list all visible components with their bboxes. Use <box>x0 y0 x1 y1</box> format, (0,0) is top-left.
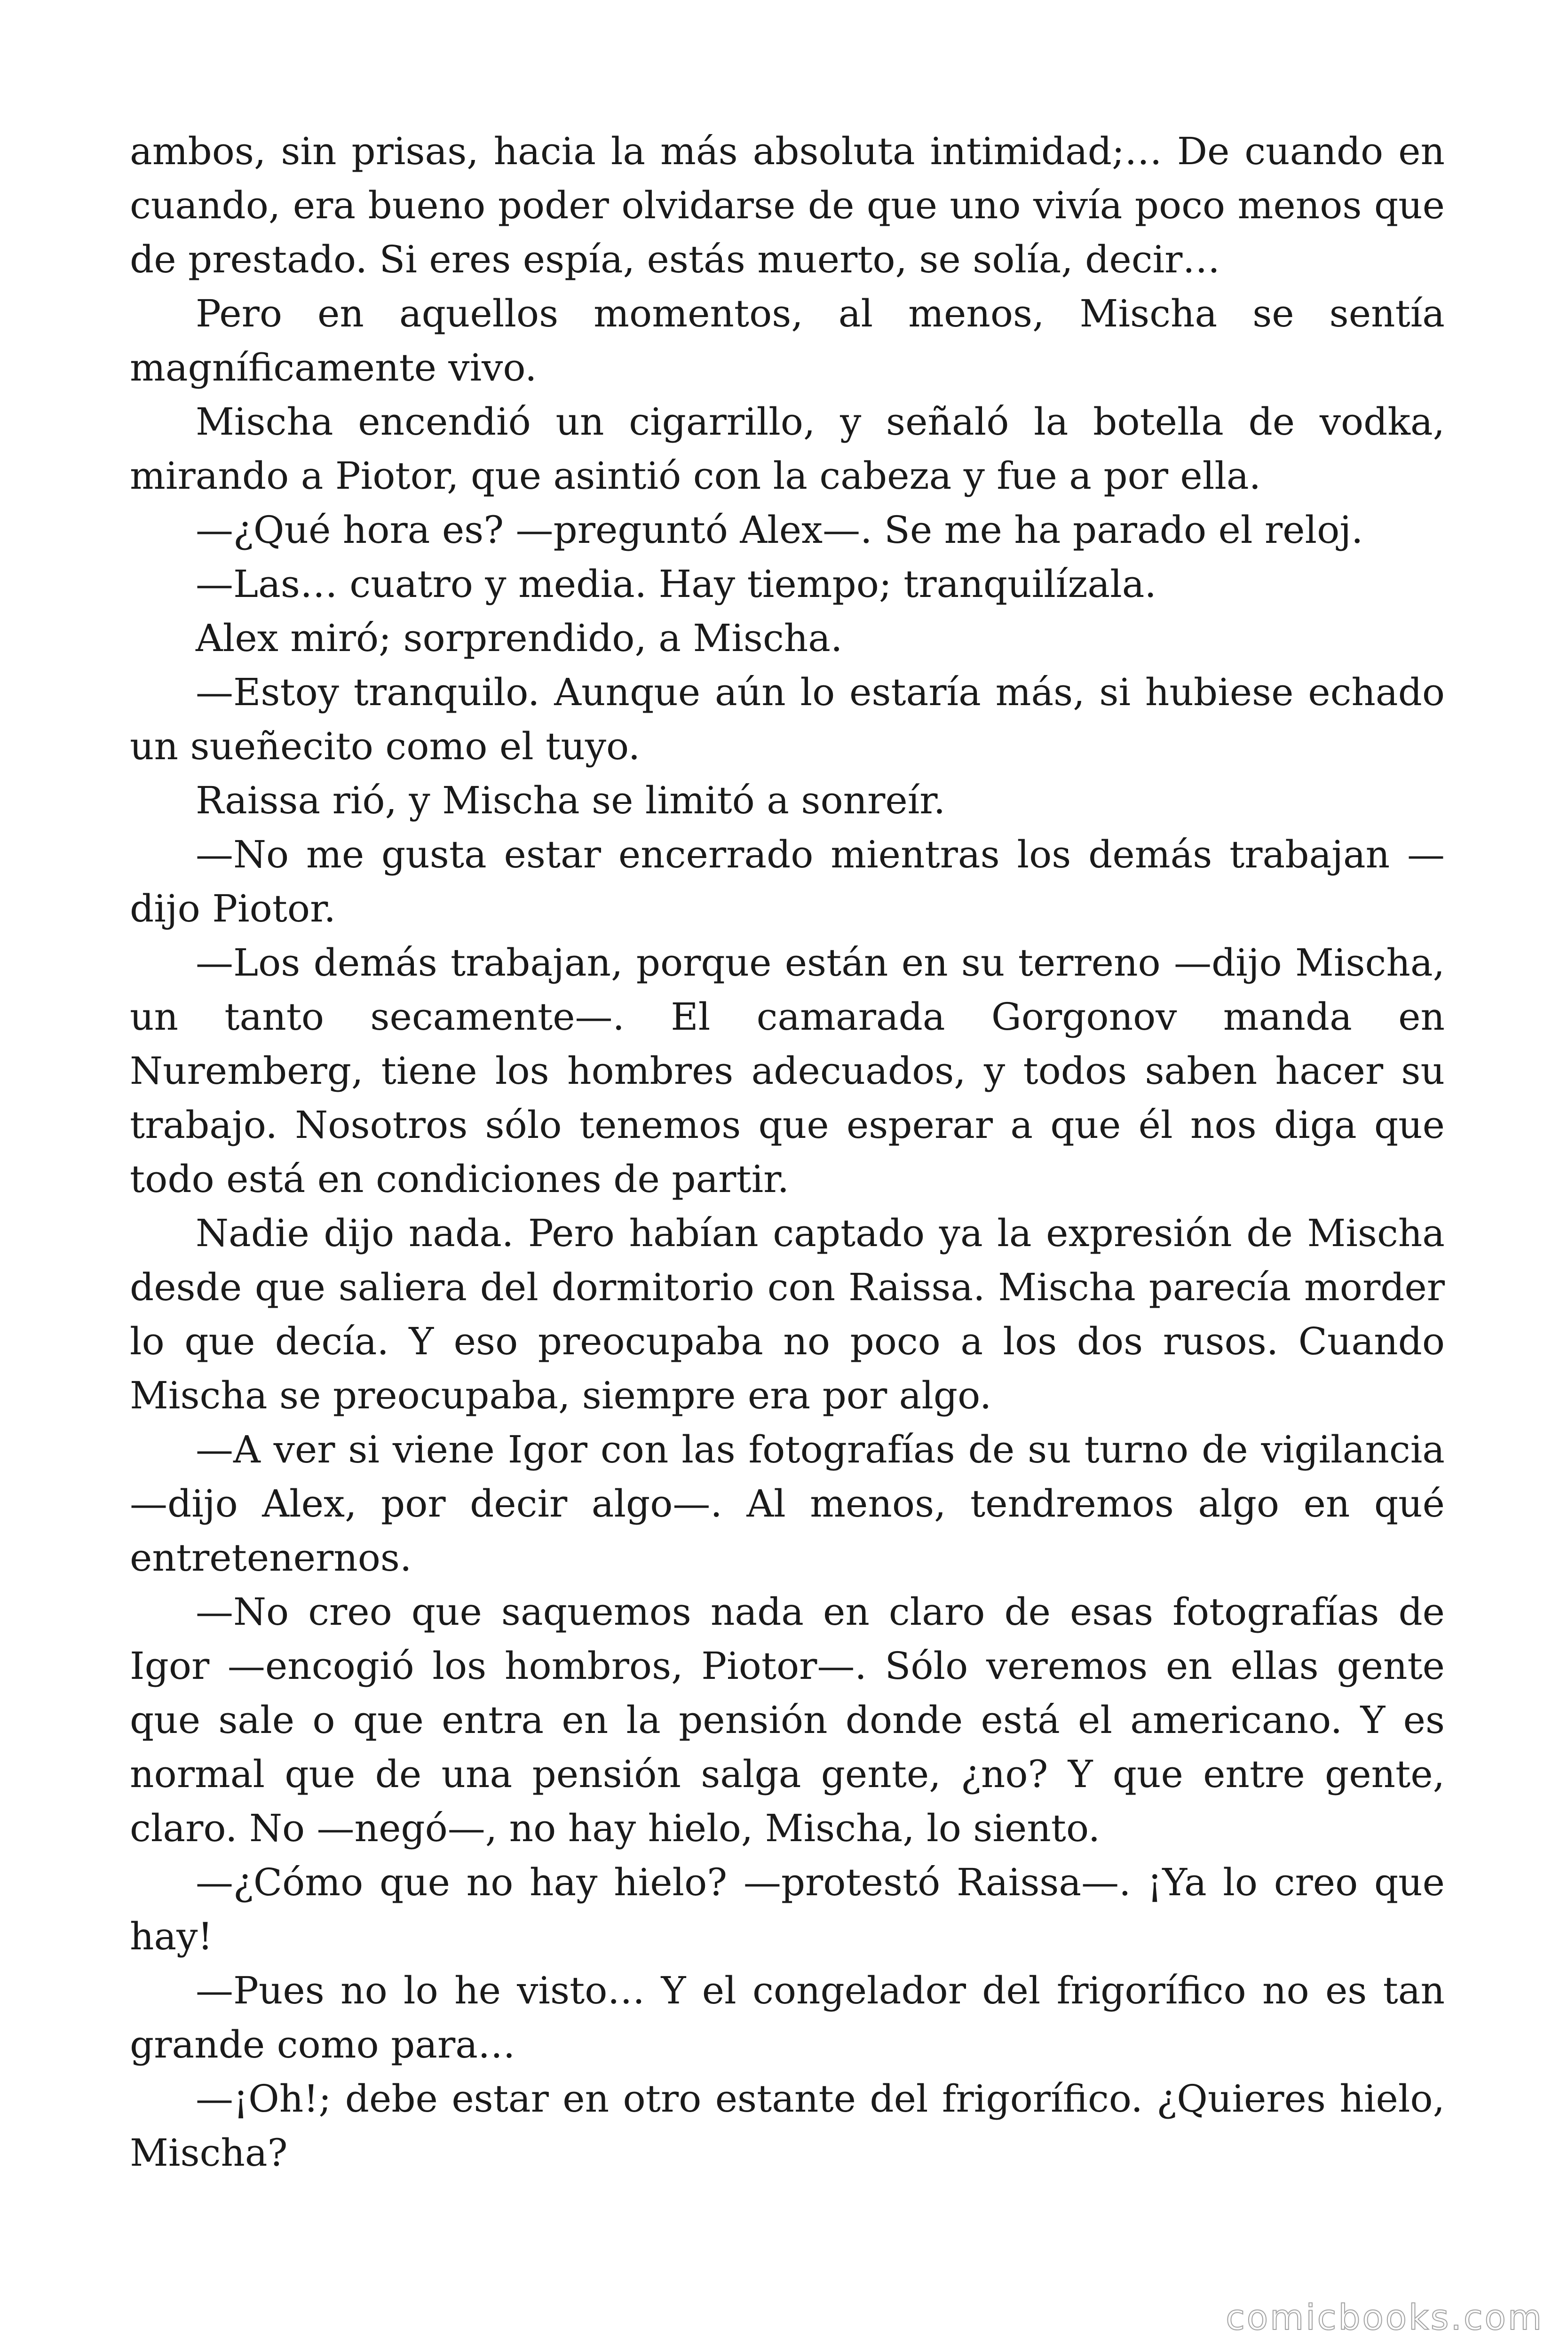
paragraph-5: —Las… cuatro y media. Hay tiempo; tranquilízala. <box>196 562 1156 606</box>
paragraph-13: —No creo que saquemos nada en claro de esas fotografías de Igor —encogió los hombros, Piotor—. Sólo veremos en ellas gente que sale o que entra en la pensión donde está el americano. Y es normal que de una pensión salga gente, ¿no? Y que entre gente, claro. No —negó—, no hay hielo, Mischa, lo siento. <box>130 1590 1445 1850</box>
page-body <box>130 124 1445 2180</box>
paragraph-2: Pero en aquellos momentos, al menos, Mischa se sentía magníficamente vivo. <box>130 292 1445 389</box>
watermark: comicbooks.com <box>1226 2297 1544 2338</box>
paragraph-7: —Estoy tranquilo. Aunque aún lo estaría más, si hubiese echado un sueñecito como el tuyo. <box>130 670 1445 768</box>
paragraph-15: —Pues no lo he visto… Y el congelador del frigorífico no es tan grande como para… <box>130 1969 1445 2066</box>
paragraph-8: Raissa rió, y Mischa se limitó a sonreír. <box>196 779 946 822</box>
paragraph-1: ambos, sin prisas, hacia la más absoluta intimidad;… De cuando en cuando, era bueno poder olvidarse de que uno vivía poco menos que de prestado. Si eres espía, estás muerto, se solía, decir… <box>130 129 1445 281</box>
paragraph-11: Nadie dijo nada. Pero habían captado ya la expresión de Mischa desde que saliera del dormitorio con Raissa. Mischa parecía morder lo que decía. Y eso preocupaba no poco a los dos rusos. Cuando Mischa se preocupaba, siempre era por algo. <box>130 1211 1445 1417</box>
paragraph-10: —Los demás trabajan, porque están en su terreno —dijo Mischa, un tanto secamente—. El camarada Gorgonov manda en Nuremberg, tiene los hombres adecuados, y todos saben hacer su trabajo. Nosotros sólo tenemos que esperar a que él nos diga que todo está en condiciones de partir. <box>130 941 1445 1201</box>
paragraph-9: —No me gusta estar encerrado mientras los demás trabajan —dijo Piotor. <box>130 833 1445 930</box>
paragraph-12: —A ver si viene Igor con las fotografías de su turno de vigilancia —dijo Alex, por decir algo—. Al menos, tendremos algo en qué entretenernos. <box>130 1428 1445 1580</box>
paragraph-16: —¡Oh!; debe estar en otro estante del frigorífico. ¿Quieres hielo, Mischa? <box>130 2077 1445 2175</box>
paragraph-3: Mischa encendió un cigarrillo, y señaló la botella de vodka, mirando a Piotor, que asintió con la cabeza y fue a por ella. <box>130 400 1445 498</box>
paragraph-6: Alex miró; sorprendido, a Mischa. <box>196 616 843 660</box>
paragraph-14: —¿Cómo que no hay hielo? —protestó Raissa—. ¡Ya lo creo que hay! <box>130 1860 1445 1958</box>
paragraph-4: —¿Qué hora es? —preguntó Alex—. Se me ha parado el reloj. <box>196 508 1363 552</box>
